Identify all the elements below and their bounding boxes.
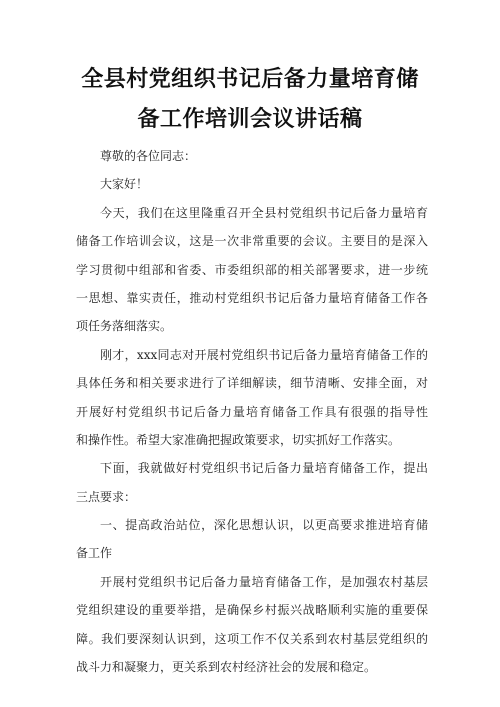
body-text-line: 开展好村党组织书记后备力量培育储备工作具有很强的指导性 xyxy=(76,404,428,419)
body-text-line: 党组织建设的重要举措，是确保乡村振兴战略顺利实施的重要保 xyxy=(76,603,428,618)
body-text-line: 备工作 xyxy=(76,546,113,561)
body-text-line: 开展村党组织书记后备力量培育储备工作，是加强农村基层 xyxy=(100,574,428,589)
body-text-line: 一、提高政治站位，深化思想认识，以更高要求推进培育储 xyxy=(100,518,428,533)
body-text-line: 三点要求： xyxy=(76,489,137,504)
body-text-line: 尊敬的各位同志： xyxy=(100,149,197,163)
body-text-line: 今天，我们在这里隆重召开全县村党组织书记后备力量培育 xyxy=(100,205,428,220)
body-text-line: 学习贯彻中组部和省委、市委组织部的相关部署要求，进一步统 xyxy=(76,262,428,277)
body-text-line: 大家好！ xyxy=(100,177,149,192)
body-text-line: 具体任务和相关要求进行了详细解读，细节清晰、安排全面，对 xyxy=(76,376,428,391)
body-text-line: 一思想、靠实责任，推动村党组织书记后备力量培育储备工作各 xyxy=(76,290,428,305)
body-text-line: 战斗力和凝聚力，更关系到农村经济社会的发展和稳定。 xyxy=(76,660,377,675)
body-text-line: 储备工作培训会议，这是一次非常重要的会议。主要目的是深入 xyxy=(76,234,428,249)
body-text-line: 障。我们要深刻认识到，这项工作不仅关系到农村基层党组织的 xyxy=(76,631,428,646)
document-title-line-1: 全县村党组织书记后备力量培育储 xyxy=(81,67,419,92)
body-text-line: 下面，我就做好村党组织书记后备力量培育储备工作，提出 xyxy=(100,461,428,476)
document-title-line-2: 备工作培训会议讲话稿 xyxy=(137,107,363,132)
document-body xyxy=(76,142,428,681)
body-text-line: 刚才，xxx同志对开展村党组织书记后备力量培育储备工作的 xyxy=(100,347,428,362)
body-text-line: 和操作性。希望大家准确把握政策要求，切实抓好工作落实。 xyxy=(76,432,401,447)
body-text-line: 项任务落细落实。 xyxy=(76,319,173,334)
